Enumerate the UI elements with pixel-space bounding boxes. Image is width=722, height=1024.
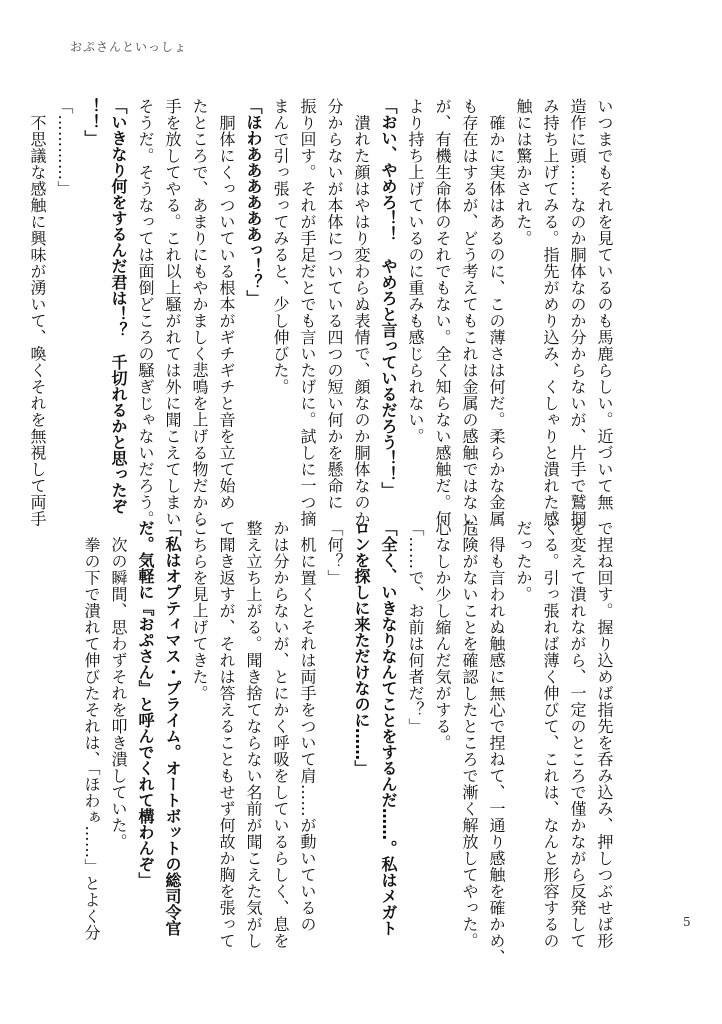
- text-line: て聞き返すが、それは答えることもせず何故か胸を張って: [217, 520, 236, 949]
- text-line: を変えて潰れながら、一定のところで僅かながら反発して: [568, 520, 587, 949]
- text-line: 潰れた顔はやはり変わらぬ表情で、顔なのか胴体なのか: [352, 98, 371, 527]
- text-line: も存在はするが、どう考えてもこれは金属の感触ではない。: [460, 98, 479, 544]
- dialogue-line: 「おい、やめろ！！ やめろと言っているだろう！！」: [379, 98, 398, 498]
- dialogue-line: ロンを探しに来ただけなのに……」: [352, 520, 371, 776]
- dialogue-line: ！！」: [82, 98, 101, 146]
- text-line: かは分からないが、とにかく呼吸をしているらしく、息を: [271, 520, 290, 949]
- text-line: まんで引っ張ってみると、少し伸びた。: [271, 98, 290, 395]
- text-line: 危険がないことを確認したところで漸く解放してやった。: [460, 520, 479, 949]
- dialogue-line: 「全く、いきなりなんてことをするんだ……。私はメガト: [379, 520, 398, 936]
- text-line: 不思議な感触に興味が湧いて、喚くそれを無視して両手: [28, 98, 47, 527]
- text-column-bottom: [82, 520, 618, 966]
- text-line: 触には驚かされた。: [514, 98, 533, 247]
- text-line: くる。引っ張れば薄く伸びて、これは、なんと形容するの: [541, 520, 560, 949]
- dialogue-line: 「私はオプティマス・プライム。オートボットの総司令官: [163, 520, 182, 936]
- text-line: み持ち上げてみる。指先がめり込み、くしゃりと潰れた感: [541, 98, 560, 527]
- dialogue-line: 「ほわああああああっ！？」: [244, 98, 263, 306]
- text-line: 整え立ち上がる。聞き捨てならない名前が聞こえた気がし: [244, 520, 263, 949]
- text-line: 得も言われぬ触感に無心で捏ねて、一通り感触を確かめ、: [487, 520, 506, 966]
- text-line: で捏ね回す。握り込めば指先を呑み込み、押しつぶせば形: [595, 520, 614, 949]
- text-line: だったか。: [514, 520, 533, 603]
- dialogue-line: だ。気軽に『おぷさん』と呼んでくれて構わんぞ」: [136, 520, 155, 888]
- text-line: より持ち上げているのに重みも感じられない。: [406, 98, 425, 445]
- text-line: こちらを見上げてきた。: [190, 520, 209, 702]
- text-line: 確かに実体はあるのに、この薄さは何だ。柔らかな金属: [487, 98, 506, 527]
- dialogue-line: 「いきなり何をするんだ君は！？ 千切れるかと思ったぞ: [109, 98, 128, 514]
- text-line: 次の瞬間、思わずそれを叩き潰していた。: [109, 520, 128, 850]
- text-line: 胴体にくっついている根本がギチギチと音を立て始め: [217, 98, 236, 511]
- page-number: 5: [683, 915, 691, 929]
- text-line: 造作に頭……なのか胴体なのか分からないが、片手で鷲掴: [568, 98, 587, 527]
- text-line: 「……で、お前は何者だ？」: [406, 520, 425, 735]
- text-line: 「何？」: [325, 520, 344, 586]
- text-line: そうだ。そうなっては面倒どころの騒ぎじゃないだろう。: [136, 98, 155, 527]
- text-line: 心なしか少し縮んだ気がする。: [433, 520, 452, 751]
- text-line: 分からないが本体についている四つの短い何かを懸命に: [325, 98, 344, 511]
- text-line: 手を放してやる。これ以上騒がれては外に聞こえてしまい: [163, 98, 182, 527]
- text-column-top: [28, 98, 618, 544]
- text-line: たところで、あまりにもやかましく悲鳴を上げる物だから: [190, 98, 209, 527]
- text-line: いつまでもそれを見ているのも馬鹿らしい。近づいて無: [595, 98, 614, 511]
- text-line: が、有機生命体のそれでもない。全く知らない感触だ。何: [433, 98, 452, 527]
- text-line: 机に置くとそれは両手をついて肩……が動いているの: [298, 520, 317, 933]
- running-header: おぷさんといっしょ: [70, 40, 188, 54]
- text-line: 拳の下で潰れて伸びたそれは、「ほわぁ……」とよく分: [82, 520, 101, 941]
- text-line: 振り回す。それが手足だとでも言いたげに。試しに一つ摘: [298, 98, 317, 527]
- text-line: 「…………」: [55, 98, 74, 197]
